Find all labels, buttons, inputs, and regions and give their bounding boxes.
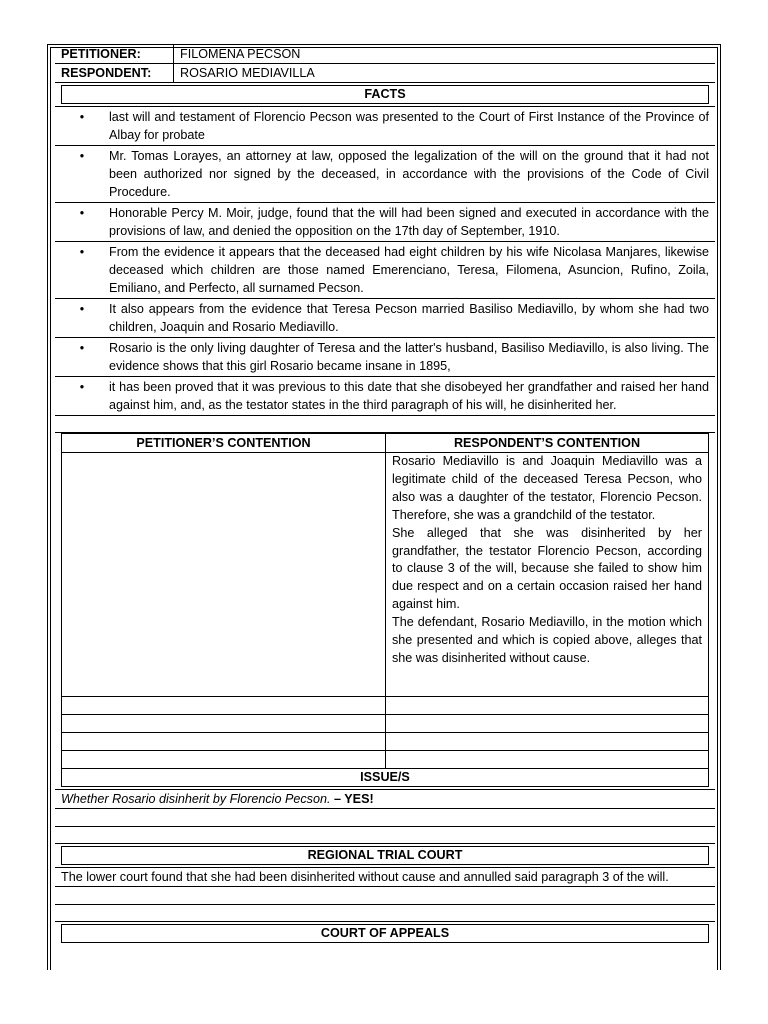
spacer-row <box>55 887 715 905</box>
ca-heading: COURT OF APPEALS <box>61 924 709 943</box>
bullet-icon: • <box>79 149 85 163</box>
bullet-icon: • <box>79 206 85 220</box>
bullet-icon: • <box>79 302 85 316</box>
spacer-row <box>55 416 715 433</box>
facts-heading: FACTS <box>61 85 709 104</box>
fact-item: • It also appears from the evidence that Teresa Pecson married Basiliso Mediavillo, by whom she had two children, Joaquin and Rosario Mediavillo. <box>55 299 715 338</box>
petitioner-value: FILOMENA PECSON <box>180 47 301 61</box>
issue-heading: ISSUE/S <box>61 768 709 787</box>
empty-row <box>62 715 385 733</box>
contention-paragraph: Rosario Mediavillo is and Joaquin Mediavillo was a legitimate child of the deceased Teresa Pecson, who also was a daughter of the testator, Florencio Pecson. Therefore, she was a grandchild of the testator. <box>392 454 702 522</box>
fact-item: • Mr. Tomas Lorayes, an attorney at law, opposed the legalization of the will on the ground that it had not been authorized nor signed by the deceased, in accordance with the provisions of the Code of Civil Procedure. <box>55 146 715 203</box>
respondent-contention-column <box>385 433 708 768</box>
empty-row <box>386 751 708 768</box>
issue-text <box>55 789 715 809</box>
rtc-text: The lower court found that she had been disinherited without cause and annulled said paragraph 3 of the will. <box>55 867 715 887</box>
fact-item: • Honorable Percy M. Moir, judge, found that the will had been signed and executed in accordance with the provisions of law, and denied the opposition on the 17th day of September, 1910. <box>55 203 715 242</box>
petitioner-row <box>55 45 715 64</box>
petitioner-contention-column <box>62 433 385 768</box>
fact-item: • From the evidence it appears that the deceased had eight children by his wife Nicolasa Manjares, likewise deceased which children are those named Emerenciano, Teresa, Filomena, Asuncion, Rufino, Zoila, Emiliano, and Perfecto, all surnamed Pecson. <box>55 242 715 299</box>
petitioner-label: PETITIONER: <box>55 45 174 63</box>
issue-question: Whether Rosario disinherit by Florencio Pecson. <box>61 792 331 806</box>
empty-row <box>386 733 708 751</box>
respondent-contention-heading: RESPONDENT’S CONTENTION <box>386 433 708 453</box>
facts-list <box>55 106 715 416</box>
contentions-table <box>61 433 709 768</box>
respondent-contention-body <box>386 453 708 697</box>
spacer-row <box>55 827 715 844</box>
issue-answer: – YES! <box>334 792 374 806</box>
bullet-icon: • <box>79 110 85 124</box>
respondent-label: RESPONDENT: <box>55 64 174 82</box>
petitioner-contention-heading: PETITIONER’S CONTENTION <box>62 433 385 453</box>
contention-paragraph: The defendant, Rosario Mediavillo, in the motion which she presented and which is copied above, alleges that she was disinherited without cause. <box>392 615 702 665</box>
bullet-icon: • <box>79 380 85 394</box>
respondent-value: ROSARIO MEDIAVILLA <box>180 66 315 80</box>
bullet-icon: • <box>79 341 85 355</box>
fact-item: • it has been proved that it was previous to this date that she disobeyed her grandfather and raised her hand against him, and, as the testator states in the third paragraph of his will, he disinherited her. <box>55 377 715 416</box>
empty-row <box>62 751 385 768</box>
spacer-row <box>55 809 715 827</box>
bullet-icon: • <box>79 245 85 259</box>
fact-item: • Rosario is the only living daughter of Teresa and the latter's husband, Basiliso Mediavillo, is also living. The evidence shows that this girl Rosario became insane in 1895, <box>55 338 715 377</box>
case-digest-table <box>55 45 715 943</box>
empty-row <box>386 715 708 733</box>
empty-row <box>62 697 385 715</box>
respondent-row <box>55 64 715 83</box>
petitioner-contention-body <box>62 453 385 697</box>
spacer-row <box>55 905 715 922</box>
fact-item: • last will and testament of Florencio Pecson was presented to the Court of First Instance of the Province of Albay for probate <box>55 107 715 146</box>
rtc-heading: REGIONAL TRIAL COURT <box>61 846 709 865</box>
empty-row <box>386 697 708 715</box>
empty-row <box>62 733 385 751</box>
contention-paragraph: She alleged that she was disinherited by her grandfather, the testator Florencio Pecson, according to clause 3 of the will, because she failed to show him due respect and on a certain occasion raised her hand against him. <box>392 525 702 612</box>
